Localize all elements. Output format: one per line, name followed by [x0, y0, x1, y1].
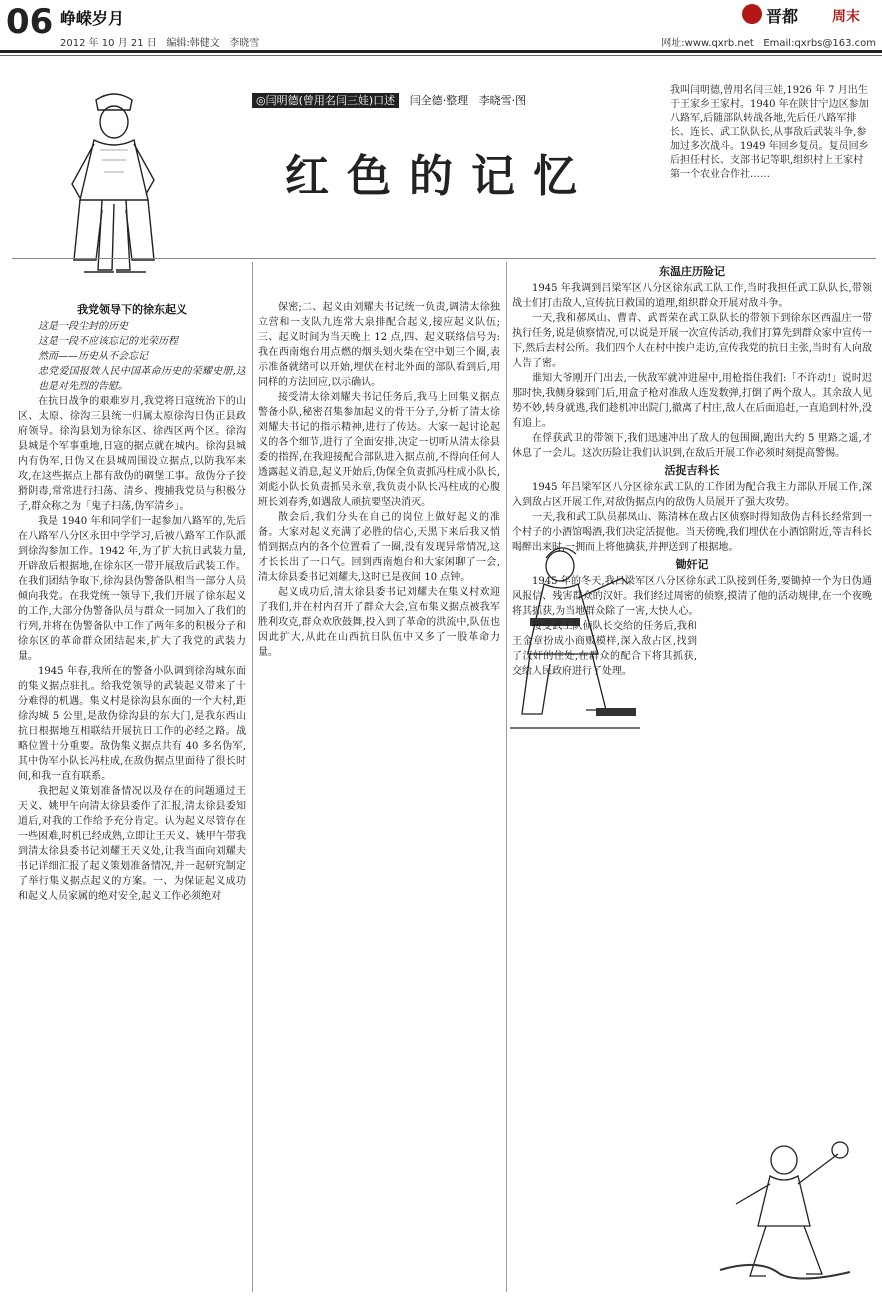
col2-paragraph: 接受清太徐刘耀夫书记任务后,我马上回集义据点警备小队,秘密召集参加起义的骨干分子,分析了清太徐刘耀夫书记的指示精神,进行了传达。大家一起讨论起义的各个细节,进行了全面安排,决定一切听从清太徐县委的指挥,在我迎接配合部队进入据点前,不得向任何人透露起义消息,起义开始后,伪保全负责抓冯柱成小队长,刘彪小队长负责抓吴永章,我负责小队长冯柱成的心腹班长刘春秀,如遇敌人顽抗要坚决消灭。 — [258, 392, 500, 508]
col2-paragraph: 散会后,我们分头在自己的岗位上做好起义的准备。大家对起义充满了必胜的信心,天黑下来后我又悄悄到据点内的各个位置看了一圈,没有发现异常情况,这才长长出了一口气。回到西南炮台和大家闲聊了一会,清太徐县委书记刘耀夫,这时已是夜间 10 点钟。 — [258, 512, 500, 583]
contact-info — [661, 34, 876, 49]
poem-line-3: 然而——历史从不会忘记 — [38, 351, 148, 362]
story-4-heading: 锄奸记 — [675, 558, 709, 571]
col2-paragraph: 起义成功后,清太徐县委书记刘耀夫在集义村欢迎了我们,并在村内召开了群众大会,宣布集义据点被我军胜利攻克,群众欢欣鼓舞,投入到了革命的洪流中,队伍也因此扩大,从此在山西抗日队伍中又多了一股革命力量。 — [258, 587, 500, 658]
col3-paragraph: 谁知大爷刚开门出去,一伙敌军就冲进屋中,用枪指住我们:「不许动!」说时迟那时快,我侧身躲到门后,用盒子枪对准敌人连发数弹,打倒了两个敌人。其余敌人见势不妙,转身就逃,我们趁机冲出院门,撤离了村庄,敌人在后面追赶,一直追到村外,没有追上。 — [512, 373, 872, 429]
article-title: 红色的记忆 — [285, 151, 595, 202]
col1-paragraph: 我是 1940 年和同学们一起参加八路军的,先后在八路军八分区永田中学学习,后被八路军工作队派到徐沟参加工作。1942 年,为了扩大抗日武装力量,开辟敌后根据地,在徐东区一带开展敌后武装工作。在我们团结争取下,徐沟县伪警备队相当一部分人员倾向我党。在我党统一领导下,我们开展了徐东起义的工作,大部分伪警备队员与群众一同加入了我们的行列,并将在伪警备队中工作了两年多的积极分子和徐东区的革命群众团结起来,扩大了我党的武装力量。 — [18, 516, 246, 662]
story-3-heading: 活捉吉科长 — [664, 464, 720, 477]
poem-line-4: 忠党爱国报效人民中国革命历史的荣耀史册,这也是对先烈的告慰。 — [38, 366, 246, 392]
poem-line-1: 这是一段尘封的历史 — [38, 321, 128, 332]
byline-bar — [252, 92, 662, 108]
website-link[interactable]: 网址:www.qxrb.net — [661, 38, 754, 49]
column-divider-1 — [252, 262, 253, 1292]
issue-date: 2012 年 10 月 21 日 — [60, 38, 157, 49]
col1-paragraph: 1945 年春,我所在的警备小队调到徐沟城东面的集义据点驻扎。给我党领导的武装起义带来了十分难得的机遇。集义村是徐沟县东面的一个大村,距徐沟城 5 公里,是敌伪徐沟县的东大门,是我东西山抗日根据地互相联结开展抗日工作的必经之路。战略位置十分重要。敌伪集义据点共有 40 多名伪军,其中伪军小队长冯柱成,在敌伪据点里面待了很长时间,和我一直有联系。 — [18, 666, 246, 782]
proofreader: 李晓雪 — [229, 38, 260, 49]
weekly-tag: 周末 — [832, 9, 860, 25]
col3-paragraph: 接受武工队侦队长交给的任务后,我和王金章扮成小商贩模样,深入敌占区,找到了汉奸的住处,在群众的配合下将其抓获,交给人民政府进行了处理。 — [512, 621, 697, 677]
col3-paragraph: 在俘获武卫的带领下,我们迅速冲出了敌人的包围圈,跑出大约 5 里路之遥,才休息了一会儿。这次历险让我们认识到,在敌后开展工作必须时刻提高警惕。 — [512, 433, 872, 459]
story-1-heading: 我党领导下的徐东起义 — [77, 303, 187, 316]
masthead — [0, 0, 882, 50]
col3-paragraph: 一天,我和郝凤山、曹青、武晋荣在武工队队长的带领下到徐东区西温庄一带执行任务,说是侦察情况,可以说是开展一次宣传活动,我们打算先到群众家中宣传一下,然后去村公所。我们四个人在村中挨户走访,宣传我党的抗日主张,当时有人向敌人告了密。 — [512, 313, 872, 369]
editor: 编辑:韩健文 — [166, 38, 220, 49]
column-2 — [258, 300, 500, 1290]
section-name: 峥嵘岁月 — [60, 9, 125, 28]
top-thin-rule — [0, 55, 882, 56]
poem-line-2: 这是一段不应该忘记的光荣历程 — [38, 336, 178, 347]
col1-paragraph: 我把起义策划准备情况以及存在的问题通过王天义、姚甲午向清太徐县委作了汇报,清太徐县委知道后,对我的工作给予充分肯定。认为起义尽管存在一些困难,时机已经成熟,立即让王天义、姚甲午带我到清太徐县委书记刘耀王天义处,让我当面向刘耀夫书记详细汇报了起义策划准备情况,并一起研究制定了举行集义据点起义的方案。一、为保证起义成功和起义人员家属的绝对安全,起义工作必须绝对 — [18, 786, 246, 902]
col3-paragraph: 1945 年我调到吕梁军区八分区徐东武工队工作,当时我担任武工队队长,带领战士们打击敌人,宣传抗日救国的道理,组织群众开展对敌斗争。 — [512, 283, 872, 309]
col1-paragraph: 在抗日战争的艰难岁月,我党将日寇统治下的山区、太原、徐沟三县统一归属太原徐沟日伪正县政府领导。徐沟县划为徐东区、徐西区两个区。徐沟县城是个军事重地,日寇的据点就在城内。徐沟县城内有伪军,日伪又在县城周围设立据点,以防我军来攻,在这些据点上都有敌伪的碉堡工事。敌伪分子狡猾阴毒,常常进行扫荡、清乡、搜捕我党员与积极分子,群众称之为「鬼子扫荡,伪军清乡」。 — [18, 396, 246, 512]
fighter-illustration — [700, 1120, 870, 1290]
top-rule — [0, 50, 882, 53]
author-bio: 我叫闫明德,曾用名闫三娃,1926 年 7 月出生于王家乡王家村。1940 年在陕甘宁边区参加八路军,后随部队转战各地,先后任八路军排长、连长、武工队队长,从事敌后武装斗争,参加过多次战斗。1949 年回乡复员。复员回乡后担任村长、支部书记等职,组织村上王家村第一个农业合作社…… — [670, 85, 869, 180]
narrator-tag: ◎闫明德(曾用名闫三娃)口述 — [252, 93, 399, 108]
column-1 — [18, 300, 246, 1290]
email-link[interactable]: Email:qxrbs@163.com — [763, 38, 876, 49]
story-2-heading: 东温庄历险记 — [659, 265, 725, 278]
issue-info — [60, 34, 259, 49]
col3-paragraph: 1945 年吕梁军区八分区徐东武工队的工作团为配合我主力部队开展工作,深入到敌占区开展工作,对敌伪据点内的敌伪人员展开了强大攻势。 — [512, 482, 872, 508]
illustrator: 李晓雪·图 — [478, 94, 527, 107]
col2-paragraph: 保密;二、起义由刘耀夫书记统一负责,调清太徐独立营和一支队九连常大泉排配合起义,接应起义队伍;三、起义时间为当天晚上 12 点,四、起义联络信号为:我在西南炮台用点燃的烟头划火柴在空中划三个圈,表示准备就绪可以开始,埋伏在村北外面的部队看到后,用同样的方法回应,以示确认。 — [258, 302, 500, 388]
paper-name: 晋都 — [766, 7, 799, 26]
col3-paragraph: 1945 年的冬天,我吕梁军区八分区徐东武工队接到任务,要锄掉一个为日伪通风报信、残害群众的汉奸。我们经过周密的侦察,摸清了他的活动规律,在一个夜晚将其抓获,为当地群众除了一害,大快人心。 — [512, 576, 872, 617]
column-divider-2 — [506, 262, 507, 1292]
newspaper-logo-icon — [742, 4, 762, 24]
page-number: 06 — [6, 2, 54, 42]
recorder: 闫全德·整理 — [409, 94, 469, 107]
col3-paragraph: 一天,我和武工队员郝凤山、陈清林在敌占区侦察时得知敌伪吉科长经常到一个村子的小酒馆喝酒,我们决定活捉他。当天傍晚,我们埋伏在小酒馆附近,等吉科长喝醉出来时,一拥而上将他擒获,并押送到了根据地。 — [512, 512, 872, 553]
